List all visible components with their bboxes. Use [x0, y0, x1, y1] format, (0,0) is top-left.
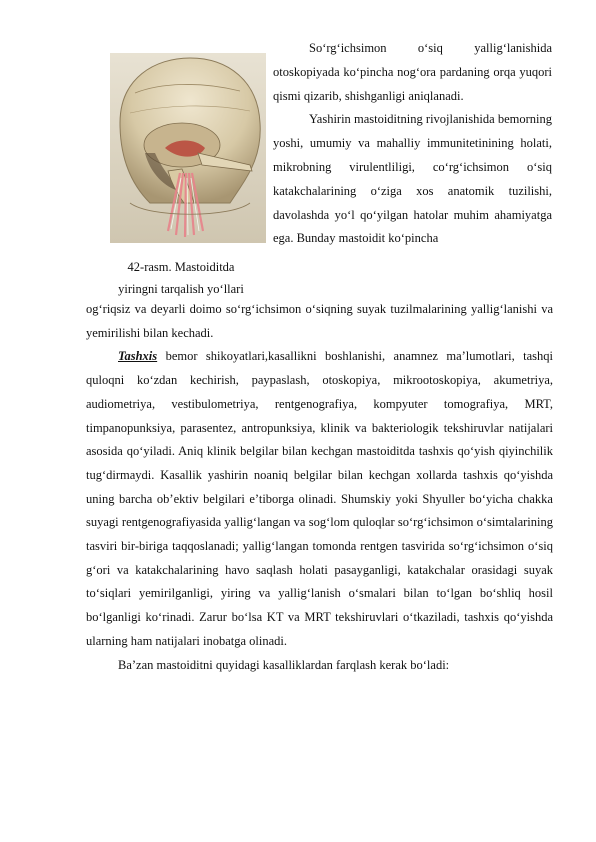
final-line: Ba’zan mastoiditni quyidagi kasalliklardan farqlash kerak bo‘ladi: [118, 657, 450, 672]
mastoiditis-figure [110, 53, 266, 243]
side-paragraph-1: So‘rg‘ichsimon o‘siq yallig‘lanishida otoskopiyada ko‘pincha nog‘ora pardaning orqa yuqori qismi qizarib, shishganligi aniqlanadi. [273, 41, 552, 103]
side-paragraph-2: Yashirin mastoiditning rivojlanishida bemorning yoshi, umumiy va mahalliy immunitetinining holati, mikrobning virulentliligi, co‘rg‘ichsimon o‘siq katakchalarining o‘ziga xos anatomik tuzilishi, davolashda yo‘l qo‘yilgan hatolar muhim ahamiyatga ega. Bunday mastoidit ko‘pincha [273, 112, 552, 246]
diagnosis-text: bemor shikoyatlari,kasallikni boshlanishi, anamnez ma’lumotlari, tashqi quloqni ko‘zdan kechirish, paypaslash, otoskopiya, mikrootoskopiya, akumetriya, audiometriya, vestibulometriya, rentgenografiya, kompyuter tomografiya, MRT, timpanopunksiya, parasentez, antropunksiya, klinik va bakteriologik tekshiruvlar natijalari asosida qo‘yiladi. Aniq klinik belgilar bilan kechgan mastoiditda tashxis qo‘yish qiyinchilik tug‘dirmaydi. Kasallik yashirin noaniq belgilar bilan kechgan xollarda tashxis qo‘yishda uning barcha ob’ektiv belgilari e’tiborga olinadi. Shumskiy yoki Shyuller bo‘yicha chakka suyagi rentgenografiyasida yallig‘langan va sog‘lom quloqlar so‘rg‘ichsimon o‘simtalarining tasviri bir-biriga taqqoslanadi; yallig‘langan tomonda rentgen tasvirida so‘rg‘ichsimon o‘siq g‘ori va katakchalarining havo saqlash holati pasayganligi, katakchalar orasidagi suyak to‘siqlari yemirilganligi, yiring va yallig‘lanish o‘smalari bilan to‘lgan bo‘shliq hosil bo‘lganligi ko‘rinadi. Zarur bo‘lsa KT va MRT tekshiruvlari o‘tkaziladi, tashxis qo‘yishda ularning ham natijalari inobatga olinadi. [86, 349, 553, 648]
caption-line-2: yiringni tarqalish yo‘llari [118, 282, 244, 296]
caption-line-1: 42-rasm. Mastoiditda [127, 260, 235, 274]
diagnosis-term: Tashxis [118, 349, 158, 364]
figure-caption [96, 256, 266, 300]
main-text-body [86, 298, 553, 677]
diagnosis-paragraph [86, 345, 553, 653]
continuation-paragraph: og‘riqsiz va deyarli doimo so‘rg‘ichsimon o‘siqning suyak tuzilmalarining yallig‘lanishi va yemirilishi bilan kechadi. [86, 302, 553, 340]
skull-illustration [110, 53, 266, 243]
side-text-column [273, 37, 552, 251]
